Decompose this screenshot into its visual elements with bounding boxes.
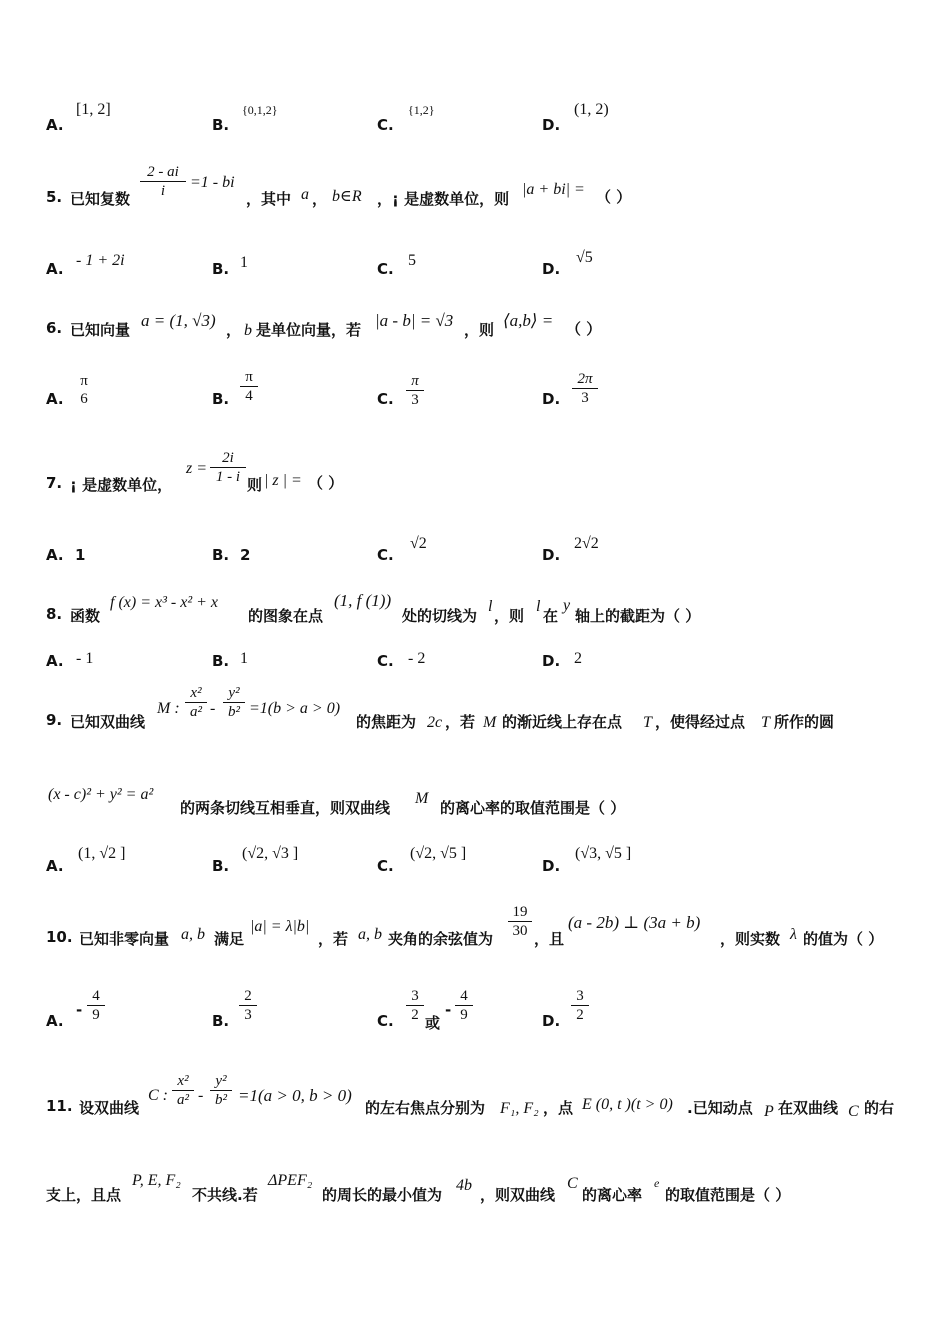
q5-stem3: ，¡ 是虚数单位，则	[377, 190, 510, 208]
q8-option-b-label: B.	[212, 652, 230, 670]
q9-frac-x	[185, 684, 207, 721]
q9-option-d-label: D.	[542, 857, 561, 875]
q10-b-num: 2	[239, 987, 257, 1006]
q7-number: 7.	[46, 474, 63, 492]
q11-stem11: 的离心率	[582, 1186, 643, 1204]
q10-ab: a, b	[181, 926, 205, 943]
q5-b-in-r: b∈R	[332, 188, 362, 205]
q10-stem7: 的值为（ ）	[803, 930, 884, 948]
q10-cos-fraction	[508, 903, 532, 940]
q5-option-c-label: C.	[377, 260, 394, 278]
q5-abs: |a + bi| =	[522, 181, 585, 198]
q6-option-d-fraction	[572, 370, 598, 407]
q6-stem2: ，	[226, 321, 242, 339]
q11-4b: 4b	[456, 1177, 472, 1194]
q10-stem3: ，若	[318, 930, 349, 948]
q10-d-num: 3	[571, 987, 589, 1006]
q4-option-b-value: {0,1,2}	[242, 103, 278, 117]
q10-option-d-fraction	[571, 987, 589, 1024]
q9-option-d-value: (√3, √5 ]	[575, 845, 632, 862]
q11-frac-y	[210, 1072, 232, 1109]
q5-option-d-label: D.	[542, 260, 561, 278]
q5-option-d-value: √5	[576, 249, 593, 266]
q6-stem4: ，则	[464, 321, 495, 339]
q6-stem: 已知向量	[70, 321, 131, 339]
q7-abs: | z | =	[264, 472, 302, 489]
q9-fy-den: b²	[228, 704, 240, 720]
q9-m3: M	[415, 790, 429, 807]
q8-function: f (x) = x³ - x² + x	[110, 594, 219, 611]
q11-frac-x	[172, 1072, 194, 1109]
q6-paren: （ ）	[566, 320, 602, 338]
q5-number: 5.	[46, 188, 63, 206]
q5-stem: 已知复数	[70, 190, 131, 208]
q9-m2: M	[483, 714, 497, 731]
q9-stem7: 的两条切线互相垂直，则双曲线	[180, 799, 391, 817]
q6-b-den: 4	[245, 388, 253, 404]
q11-foci: F₁, F₂	[500, 1100, 539, 1117]
q9-option-b-label: B.	[212, 857, 230, 875]
q9-t: T	[643, 714, 652, 731]
q6-number: 6.	[46, 319, 63, 337]
q7-option-d-label: D.	[542, 546, 561, 564]
q9-m: M :	[157, 700, 180, 717]
q10-option-a-sign: -	[76, 1001, 83, 1019]
q10-d-den: 2	[576, 1007, 584, 1023]
q11-c3: C	[567, 1175, 578, 1192]
q7-frac-num: 2i	[210, 449, 246, 468]
q9-circle: (x - c)² + y² = a²	[48, 786, 154, 803]
q8-stem: 函数	[70, 607, 101, 625]
q10-option-c-sign: -	[445, 1001, 452, 1019]
q10-ab2: a, b	[358, 926, 382, 943]
q4-option-b-label: B.	[212, 116, 230, 134]
q8-option-b-value: 1	[240, 650, 248, 667]
q9-option-a-value: (1, √2 ]	[78, 845, 126, 862]
q5-option-b-label: B.	[212, 260, 230, 278]
q10-option-b-label: B.	[212, 1012, 230, 1030]
q8-stem3: 处的切线为	[402, 607, 478, 625]
q7-fraction	[210, 449, 246, 486]
q11-minus: -	[198, 1087, 204, 1104]
q9-stem4: 的渐近线上存在点	[502, 713, 623, 731]
q11-stem10: ，则双曲线	[480, 1186, 556, 1204]
q10-option-c-label: C.	[377, 1012, 394, 1030]
q10-c-num: 3	[406, 987, 424, 1006]
q11-c2: C	[848, 1103, 859, 1120]
q8-number: 8.	[46, 605, 63, 623]
q11-fx-den: a²	[177, 1092, 189, 1108]
q9-option-b-value: (√2, √3 ]	[242, 845, 299, 862]
q5-stem2: ，其中	[246, 190, 292, 208]
q8-option-a-value: - 1	[76, 650, 94, 667]
q10-lambda: λ	[790, 926, 797, 943]
q8-l: l	[488, 598, 493, 615]
q6-abs: |a - b| = √3	[375, 311, 454, 330]
q11-c: C :	[148, 1087, 168, 1104]
q9-stem6: 所作的圆	[774, 713, 835, 731]
q11-stem9: 的周长的最小值为	[322, 1186, 443, 1204]
q7-option-c-label: C.	[377, 546, 394, 564]
q8-point: (1, f (1))	[334, 591, 392, 610]
q10-option-a-fraction	[87, 987, 105, 1024]
q6-option-d-label: D.	[542, 390, 561, 408]
q4-option-d-value: (1, 2)	[574, 101, 609, 118]
q11-p: P	[764, 1103, 774, 1120]
q11-number: 11.	[46, 1097, 73, 1115]
q7-option-a-label: A.	[46, 546, 64, 564]
q9-fx-num: x²	[185, 684, 207, 703]
q5-a: a	[301, 186, 309, 203]
q6-option-b-label: B.	[212, 390, 230, 408]
q5-equation: =1 - bi	[190, 174, 235, 191]
q7-frac-den: 1 - i	[215, 469, 241, 485]
q8-stem5: 在	[543, 607, 559, 625]
q4-option-d-label: D.	[542, 116, 561, 134]
q8-stem4: ，则	[494, 607, 525, 625]
q6-d-num: 2π	[572, 370, 598, 389]
q9-minus: -	[210, 700, 216, 717]
q9-frac-y	[223, 684, 245, 721]
q5-paren: （ ）	[596, 188, 632, 206]
q7-option-d-value: 2√2	[574, 535, 599, 552]
q6-a-num: π	[80, 373, 88, 389]
q10-stem2: 满足	[214, 930, 245, 948]
q11-stem7: 支上，且点	[46, 1186, 122, 1204]
q8-option-c-value: - 2	[408, 650, 426, 667]
q9-2c: 2c	[427, 714, 443, 731]
q9-option-c-value: (√2, √5 ]	[410, 845, 467, 862]
q8-option-d-label: D.	[542, 652, 561, 670]
q6-c-num: π	[406, 372, 424, 391]
q10-option-d-label: D.	[542, 1012, 561, 1030]
q9-option-a-label: A.	[46, 857, 64, 875]
q11-pef: P, E, F₂	[132, 1172, 181, 1189]
q9-fx-den: a²	[190, 704, 202, 720]
q9-stem3: ，若	[445, 713, 476, 731]
q7-option-a-value: 1	[75, 546, 86, 564]
q5-fraction	[140, 163, 186, 200]
q11-stem3: ，点	[543, 1099, 574, 1117]
q9-option-c-label: C.	[377, 857, 394, 875]
q6-option-a-label: A.	[46, 390, 64, 408]
q10-a-den: 9	[92, 1007, 100, 1023]
q9-fy-num: y²	[223, 684, 245, 703]
q10-option-c-fraction2	[455, 987, 473, 1024]
q10-stem6: ，则实数	[720, 930, 781, 948]
q7-option-b-value: 2	[240, 546, 251, 564]
q6-vector-a: a = (1, √3)	[141, 311, 216, 330]
q6-d-den: 3	[581, 390, 589, 406]
q6-option-a-fraction	[75, 372, 93, 408]
q6-option-b-fraction	[240, 368, 258, 405]
q8-option-a-label: A.	[46, 652, 64, 670]
q8-option-c-label: C.	[377, 652, 394, 670]
q9-eq: =1(b > a > 0)	[249, 700, 341, 717]
q10-perp: (a - 2b) ⊥ (3a + b)	[568, 913, 701, 932]
q10-option-a-label: A.	[46, 1012, 64, 1030]
q10-cos-den: 30	[512, 923, 528, 939]
q5-frac-den: i	[160, 183, 166, 199]
q8-stem2: 的图象在点	[248, 607, 324, 625]
q11-e: e	[654, 1176, 660, 1190]
q9-number: 9.	[46, 711, 63, 729]
q7-z: z =	[186, 460, 208, 477]
q7-paren: （ ）	[308, 474, 344, 492]
q11-fy-den: b²	[215, 1092, 227, 1108]
q11-eq: =1(a > 0, b > 0)	[238, 1086, 352, 1105]
q4-option-a-value: [1, 2]	[76, 101, 111, 118]
q5-option-a-label: A.	[46, 260, 64, 278]
q10-relation: |a| = λ|b|	[250, 918, 310, 935]
q10-option-c-or: 或	[425, 1014, 441, 1032]
q11-fy-num: y²	[210, 1072, 232, 1091]
q5-comma: ，	[312, 190, 328, 208]
q11-stem4: .已知动点	[687, 1099, 753, 1117]
q6-stem3: 是单位向量，若	[256, 321, 362, 339]
q10-c-den2: 9	[460, 1007, 468, 1023]
q9-stem5: ，使得经过点	[655, 713, 746, 731]
q5-option-b-value: 1	[240, 254, 248, 271]
q8-option-d-value: 2	[574, 650, 582, 667]
q10-c-den: 2	[411, 1007, 419, 1023]
q7-option-c-value: √2	[410, 535, 427, 552]
q11-point-e: E (0, t )(t > 0)	[582, 1096, 673, 1113]
q11-stem6: 的右	[864, 1099, 895, 1117]
q11-fx-num: x²	[172, 1072, 194, 1091]
q11-stem2: 的左右焦点分别为	[365, 1099, 486, 1117]
q10-stem: 已知非零向量	[79, 930, 170, 948]
q6-option-c-label: C.	[377, 390, 394, 408]
q6-angle: ⟨a,b⟩ =	[503, 311, 554, 330]
q11-triangle: ΔPEF₂	[268, 1172, 313, 1189]
q9-stem: 已知双曲线	[70, 713, 146, 731]
q6-b: b	[244, 322, 252, 339]
q4-option-a-label: A.	[46, 116, 64, 134]
q5-option-a-value: - 1 + 2i	[76, 252, 125, 269]
q6-b-num: π	[240, 368, 258, 387]
q8-y: y	[563, 597, 571, 614]
q10-number: 10.	[46, 928, 73, 946]
q11-stem8: 不共线.若	[192, 1186, 258, 1204]
q6-a-den: 6	[80, 391, 88, 407]
q10-a-num: 4	[87, 987, 105, 1006]
q5-option-c-value: 5	[408, 252, 416, 269]
q5-frac-num: 2 - ai	[140, 163, 186, 182]
q10-stem4: 夹角的余弦值为	[388, 930, 494, 948]
q10-option-b-fraction	[239, 987, 257, 1024]
q9-t2: T	[761, 714, 770, 731]
q10-stem5: ，且	[534, 930, 565, 948]
q6-option-c-fraction	[406, 372, 424, 409]
q11-stem12: 的取值范围是（ ）	[665, 1186, 791, 1204]
q7-stem2: 则	[247, 476, 263, 494]
q9-stem8: 的离心率的取值范围是（ ）	[440, 799, 626, 817]
q11-stem5: 在双曲线	[778, 1099, 839, 1117]
q8-stem6: 轴上的截距为（ ）	[575, 607, 701, 625]
q4-option-c-value: {1,2}	[408, 103, 435, 117]
q11-stem: 设双曲线	[79, 1099, 140, 1117]
q10-cos-num: 19	[508, 903, 532, 922]
q7-option-b-label: B.	[212, 546, 230, 564]
q4-option-c-label: C.	[377, 116, 394, 134]
q6-c-den: 3	[411, 392, 419, 408]
q10-c-num2: 4	[455, 987, 473, 1006]
q9-stem2: 的焦距为	[356, 713, 417, 731]
q7-stem: ¡ 是虚数单位，	[70, 476, 173, 494]
q10-option-c-fraction	[406, 987, 424, 1024]
q8-l2: l	[536, 598, 541, 615]
q10-b-den: 3	[244, 1007, 252, 1023]
